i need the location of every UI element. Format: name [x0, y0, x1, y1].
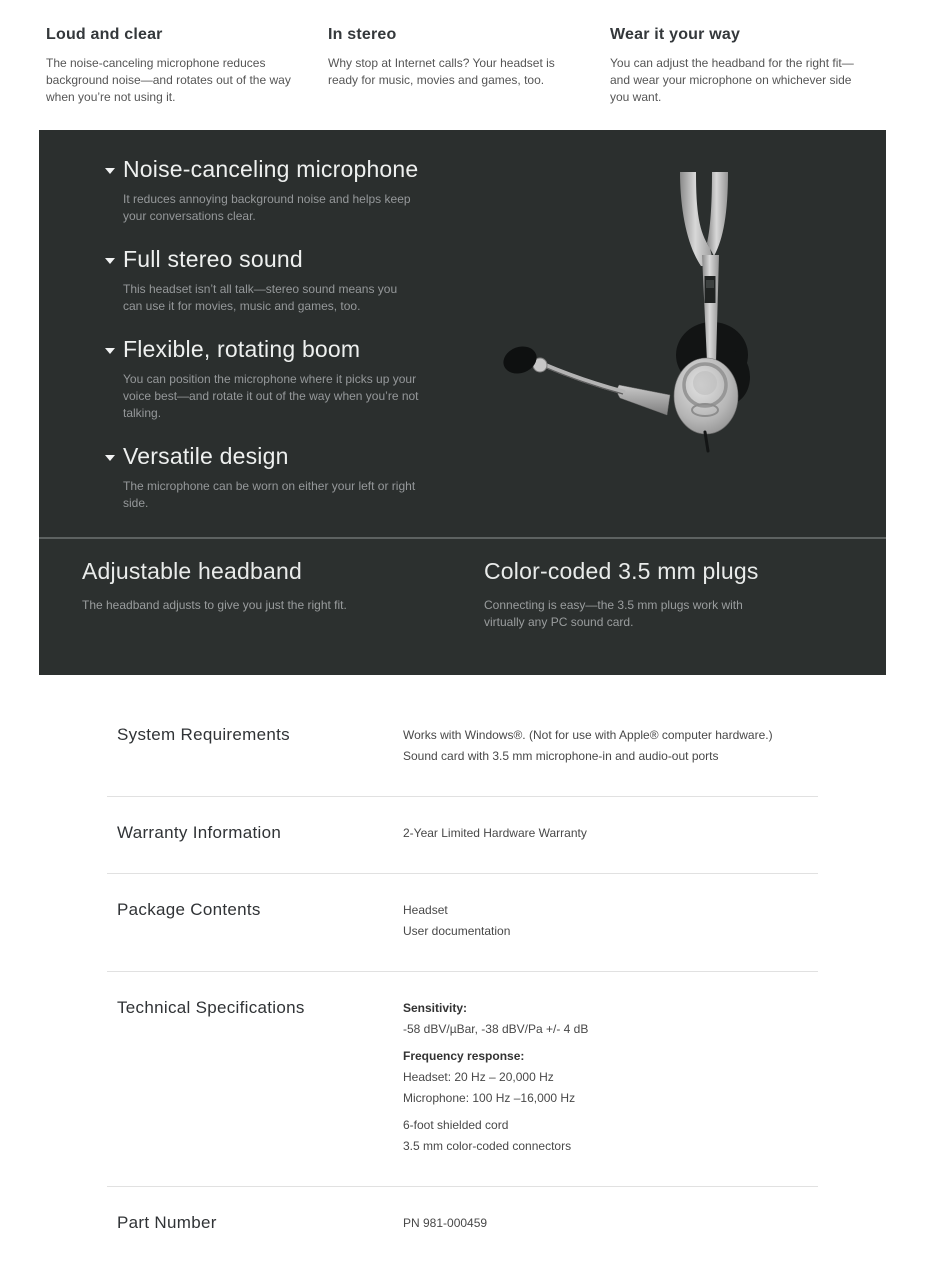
feature-body: This headset isn’t all talk—stereo sound means you can use it for movies, music and games, too. [123, 282, 398, 313]
feature-item-noise-canceling-microphone [105, 156, 435, 225]
spec-group-heading: Frequency response: [403, 1049, 525, 1063]
highlight-title: Adjustable headband [82, 558, 302, 584]
highlight-title: Color-coded 3.5 mm plugs [484, 558, 759, 584]
feature-body: It reduces annoying background noise and helps keep your conversations clear. [123, 192, 411, 223]
highlights-panel [39, 537, 886, 675]
spec-value-line: 6-foot shielded cord [403, 1118, 509, 1132]
spec-group-heading: Sensitivity: [403, 1001, 468, 1015]
spec-value-line: 3.5 mm color-coded connectors [403, 1139, 572, 1153]
feature-item-versatile-design [105, 443, 435, 512]
spec-values [403, 998, 818, 1159]
triangle-down-icon [105, 258, 115, 264]
spec-label: Warranty Information [117, 823, 282, 842]
feature-toggle[interactable] [105, 336, 435, 363]
spec-value-line: Sound card with 3.5 mm microphone-in and audio-out ports [403, 749, 719, 763]
feature-body: The microphone can be worn on either your left or right side. [123, 479, 416, 510]
spec-label: Part Number [117, 1213, 217, 1232]
intro-columns [0, 0, 925, 127]
spec-values [403, 725, 818, 769]
spec-row-warranty-information [107, 797, 818, 874]
feature-toggle[interactable] [105, 246, 435, 273]
triangle-down-icon [105, 455, 115, 461]
spec-values [403, 823, 818, 846]
spec-row-part-number [107, 1187, 818, 1263]
features-panel [39, 130, 886, 537]
intro-column-wear-it-your-way [610, 26, 860, 127]
triangle-down-icon [105, 348, 115, 354]
intro-body: You can adjust the headband for the right fit—and wear your microphone on whichever side you want. [610, 56, 854, 104]
intro-body: Why stop at Internet calls? Your headset is ready for music, movies and games, too. [328, 56, 555, 87]
intro-column-in-stereo [328, 26, 578, 127]
spec-value-line: Headset: 20 Hz – 20,000 Hz [403, 1070, 554, 1084]
spec-label: Technical Specifications [117, 998, 305, 1017]
spec-values [403, 1213, 818, 1236]
specs-table [107, 675, 818, 1263]
spec-value-line: Microphone: 100 Hz –16,000 Hz [403, 1091, 576, 1105]
triangle-down-icon [105, 168, 115, 174]
spec-group-frequency-response [403, 1048, 818, 1106]
spec-label: System Requirements [117, 725, 290, 744]
feature-title: Noise-canceling microphone [123, 156, 419, 182]
intro-body: The noise-canceling microphone reduces background noise—and rotates out of the way when you’re not using it. [46, 56, 291, 104]
spec-value-line: 2-Year Limited Hardware Warranty [403, 826, 587, 840]
intro-column-loud-and-clear [46, 26, 296, 127]
spec-value-line: PN 981-000459 [403, 1216, 488, 1230]
spec-group-sensitivity [403, 1000, 818, 1037]
feature-item-flexible-rotating-boom [105, 336, 435, 422]
spec-value-line: User documentation [403, 924, 511, 938]
spec-label: Package Contents [117, 900, 261, 919]
spec-values [403, 900, 818, 944]
intro-title: Loud and clear [46, 26, 163, 43]
highlight-body: Connecting is easy—the 3.5 mm plugs work with virtually any PC sound card. [484, 598, 743, 629]
intro-title: In stereo [328, 26, 397, 43]
highlight-adjustable-headband [82, 558, 484, 675]
spec-value-line: Headset [403, 903, 448, 917]
spec-row-technical-specifications [107, 972, 818, 1187]
spec-row-package-contents [107, 874, 818, 972]
feature-title: Flexible, rotating boom [123, 336, 361, 362]
headset-product-image [470, 134, 820, 466]
highlight-body: The headband adjusts to give you just the right fit. [82, 598, 347, 612]
feature-title: Full stereo sound [123, 246, 303, 272]
spec-row-system-requirements [107, 675, 818, 797]
spec-group-cord-connectors [403, 1117, 818, 1154]
feature-body: You can position the microphone where it picks up your voice best—and rotate it out of the way when you’re not talking. [123, 372, 419, 420]
feature-toggle[interactable] [105, 156, 435, 183]
spec-value-line: -58 dBV/µBar, -38 dBV/Pa +/- 4 dB [403, 1022, 589, 1036]
intro-title: Wear it your way [610, 26, 741, 43]
feature-title: Versatile design [123, 443, 289, 469]
spec-value-line: Works with Windows®. (Not for use with Apple® computer hardware.) [403, 728, 773, 742]
feature-toggle[interactable] [105, 443, 435, 470]
highlight-color-coded-plugs [484, 558, 886, 675]
feature-item-full-stereo-sound [105, 246, 435, 315]
